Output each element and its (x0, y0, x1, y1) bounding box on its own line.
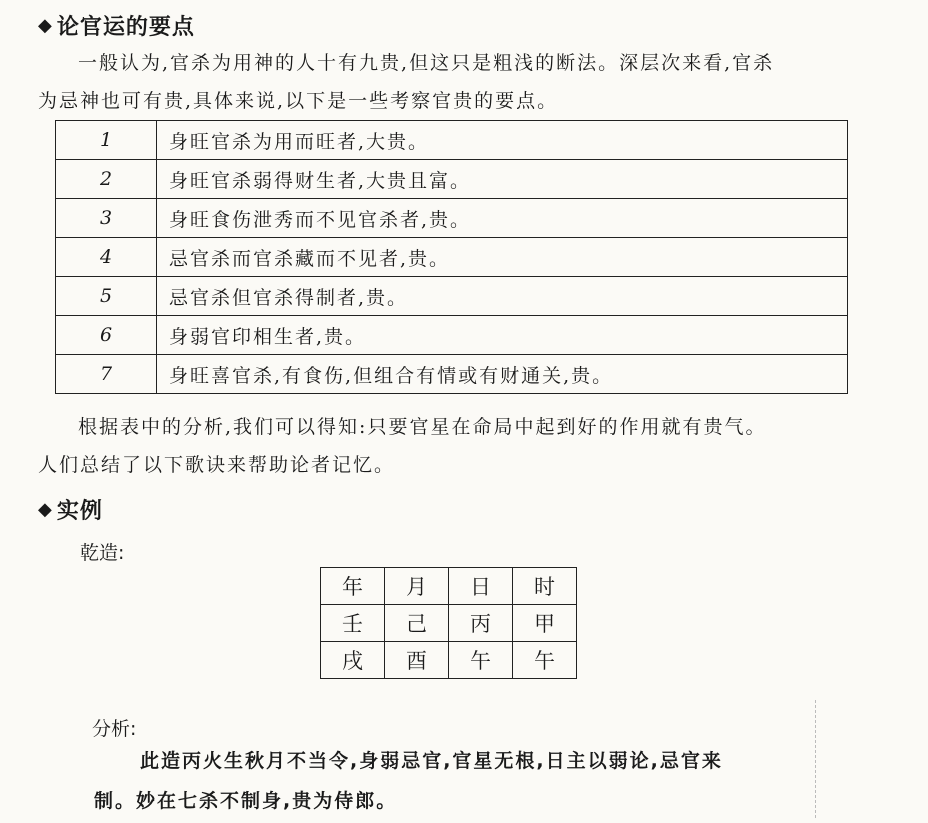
row-number: 1 (56, 121, 157, 160)
section-heading-guanyun (38, 10, 195, 41)
row-number: 3 (56, 199, 157, 238)
row-number: 7 (56, 355, 157, 394)
stem-day: 丙 (449, 605, 513, 642)
table-row (321, 568, 577, 605)
table-row (56, 160, 848, 199)
row-number: 5 (56, 277, 157, 316)
row-text: 身旺喜官杀,有食伤,但组合有情或有财通关,贵。 (157, 355, 848, 394)
row-text: 忌官杀而官杀藏而不见者,贵。 (157, 238, 848, 277)
intro-line-2: 为忌神也可有贵,具体来说,以下是一些考察官贵的要点。 (38, 90, 559, 112)
row-text: 身旺官杀为用而旺者,大贵。 (157, 121, 848, 160)
table-row (56, 199, 848, 238)
analysis-line-1: 此造丙火生秋月不当令,身弱忌官,官星无根,日主以弱论,忌官来 (140, 750, 723, 772)
analysis-line-2: 制。妙在七杀不制身,贵为侍郎。 (94, 790, 398, 812)
qianzao-label: 乾造: (80, 542, 125, 564)
row-number: 4 (56, 238, 157, 277)
header-month: 月 (385, 568, 449, 605)
stem-month: 己 (385, 605, 449, 642)
row-number: 2 (56, 160, 157, 199)
row-text: 忌官杀但官杀得制者,贵。 (157, 277, 848, 316)
branch-month: 酉 (385, 642, 449, 679)
branch-day: 午 (449, 642, 513, 679)
table-row (56, 277, 848, 316)
bazi-table (320, 567, 577, 679)
stem-year: 壬 (321, 605, 385, 642)
diamond-bullet-icon: ◆ (38, 15, 53, 36)
diamond-bullet-icon: ◆ (38, 499, 53, 520)
section-heading-example (38, 494, 103, 525)
table-row (56, 316, 848, 355)
header-day: 日 (449, 568, 513, 605)
section-title: 论官运的要点 (56, 15, 195, 40)
row-number: 6 (56, 316, 157, 355)
table-row (56, 121, 848, 160)
points-table (55, 120, 848, 394)
analysis-label: 分析: (92, 718, 137, 740)
conclusion-line-2: 人们总结了以下歌诀来帮助论者记忆。 (38, 454, 396, 476)
stem-hour: 甲 (513, 605, 577, 642)
table-row (321, 642, 577, 679)
table-row (56, 238, 848, 277)
row-text: 身旺官杀弱得财生者,大贵且富。 (157, 160, 848, 199)
header-year: 年 (321, 568, 385, 605)
branch-year: 戌 (321, 642, 385, 679)
table-row (56, 355, 848, 394)
header-hour: 时 (513, 568, 577, 605)
row-text: 身旺食伤泄秀而不见官杀者,贵。 (157, 199, 848, 238)
intro-line-1: 一般认为,官杀为用神的人十有九贵,但这只是粗浅的断法。深层次来看,官杀 (78, 52, 775, 74)
row-text: 身弱官印相生者,贵。 (157, 316, 848, 355)
branch-hour: 午 (513, 642, 577, 679)
conclusion-line-1: 根据表中的分析,我们可以得知:只要官星在命局中起到好的作用就有贵气。 (78, 416, 767, 438)
table-row (321, 605, 577, 642)
section-title: 实例 (56, 499, 103, 524)
